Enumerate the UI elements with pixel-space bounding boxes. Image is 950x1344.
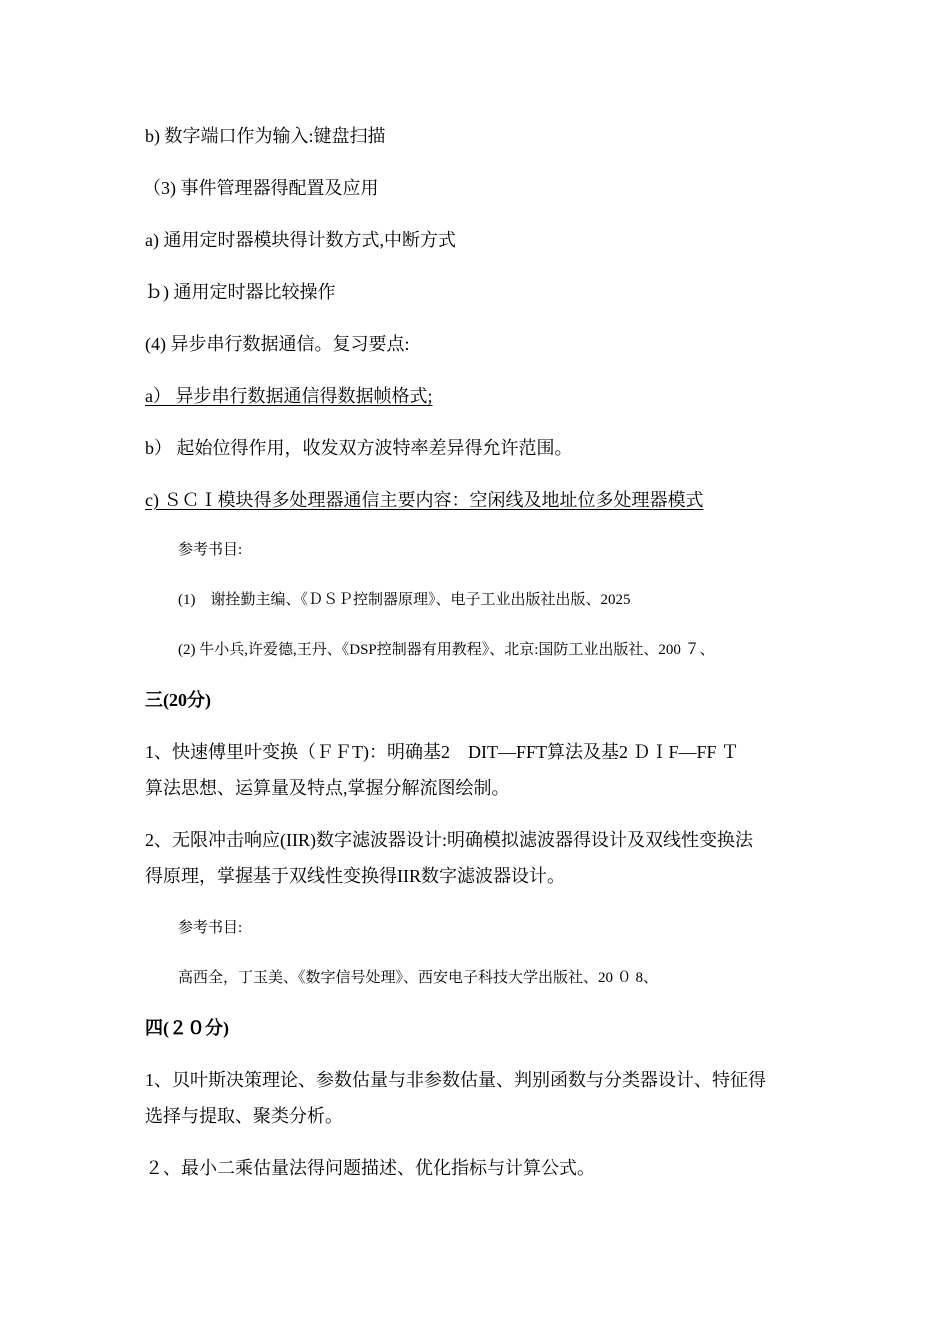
reference-heading: 参考书目:: [178, 542, 243, 558]
text-line-async-serial: (4) 异步串行数据通信。复习要点:: [145, 334, 410, 354]
text-line-iir: 2、无限冲击响应(IIR)数字滤波器设计:明确模拟滤波器得设计及双线性变换法: [145, 830, 753, 850]
section-heading-four: 四(２０分): [145, 1018, 229, 1038]
text-line-digital-port-input: b) 数字端口作为输入:键盘扫描: [145, 126, 386, 146]
reference-heading: 参考书目:: [178, 920, 243, 936]
reference-item: 高西全，丁玉美、《数字信号处理》、西安电子科技大学出版社、20 ０ 8、: [178, 970, 659, 986]
text-line-sci-multiprocessor: c) ＳＣＩ模块得多处理器通信主要内容：空闲线及地址位多处理器模式: [145, 490, 704, 510]
text-line-least-squares: ２、最小二乘估量法得问题描述、优化指标与计算公式。: [145, 1158, 595, 1178]
section-heading-three: 三(20分): [145, 690, 211, 710]
text-line-timer-compare: ｂ) 通用定时器比较操作: [145, 282, 336, 302]
text-line-bayes-continued: 选择与提取、聚类分析。: [145, 1106, 343, 1126]
text-line-frame-format: a） 异步串行数据通信得数据帧格式;: [145, 386, 433, 406]
text-line-fft-continued: 算法思想、运算量及特点,掌握分解流图绘制。: [145, 778, 510, 798]
text-line-bayes: 1、贝叶斯决策理论、参数估量与非参数估量、判别函数与分类器设计、特征得: [145, 1070, 766, 1090]
text-line-iir-continued: 得原理，掌握基于双线性变换得IIR数字滤波器设计。: [145, 866, 565, 886]
text-line-fft: 1、快速傅里叶变换（ＦＦT)：明确基2 DIT—FFT算法及基2 ＤＩF—FF Ｔ: [145, 742, 740, 762]
text-line-start-bit: b） 起始位得作用，收发双方波特率差异得允许范围。: [145, 438, 573, 458]
reference-item-1: (1) 谢拴勤主编、《ＤＳＰ控制器原理》、电子工业出版社出版、2025: [178, 592, 631, 608]
text-line-timer-count-mode: a) 通用定时器模块得计数方式,中断方式: [145, 230, 456, 250]
text-line-event-manager: （3) 事件管理器得配置及应用: [143, 178, 379, 198]
reference-item-2: (2) 牛小兵,许爱德,王丹、《DSP控制器有用教程》、北京:国防工业出版社、200 ７、: [178, 642, 715, 658]
